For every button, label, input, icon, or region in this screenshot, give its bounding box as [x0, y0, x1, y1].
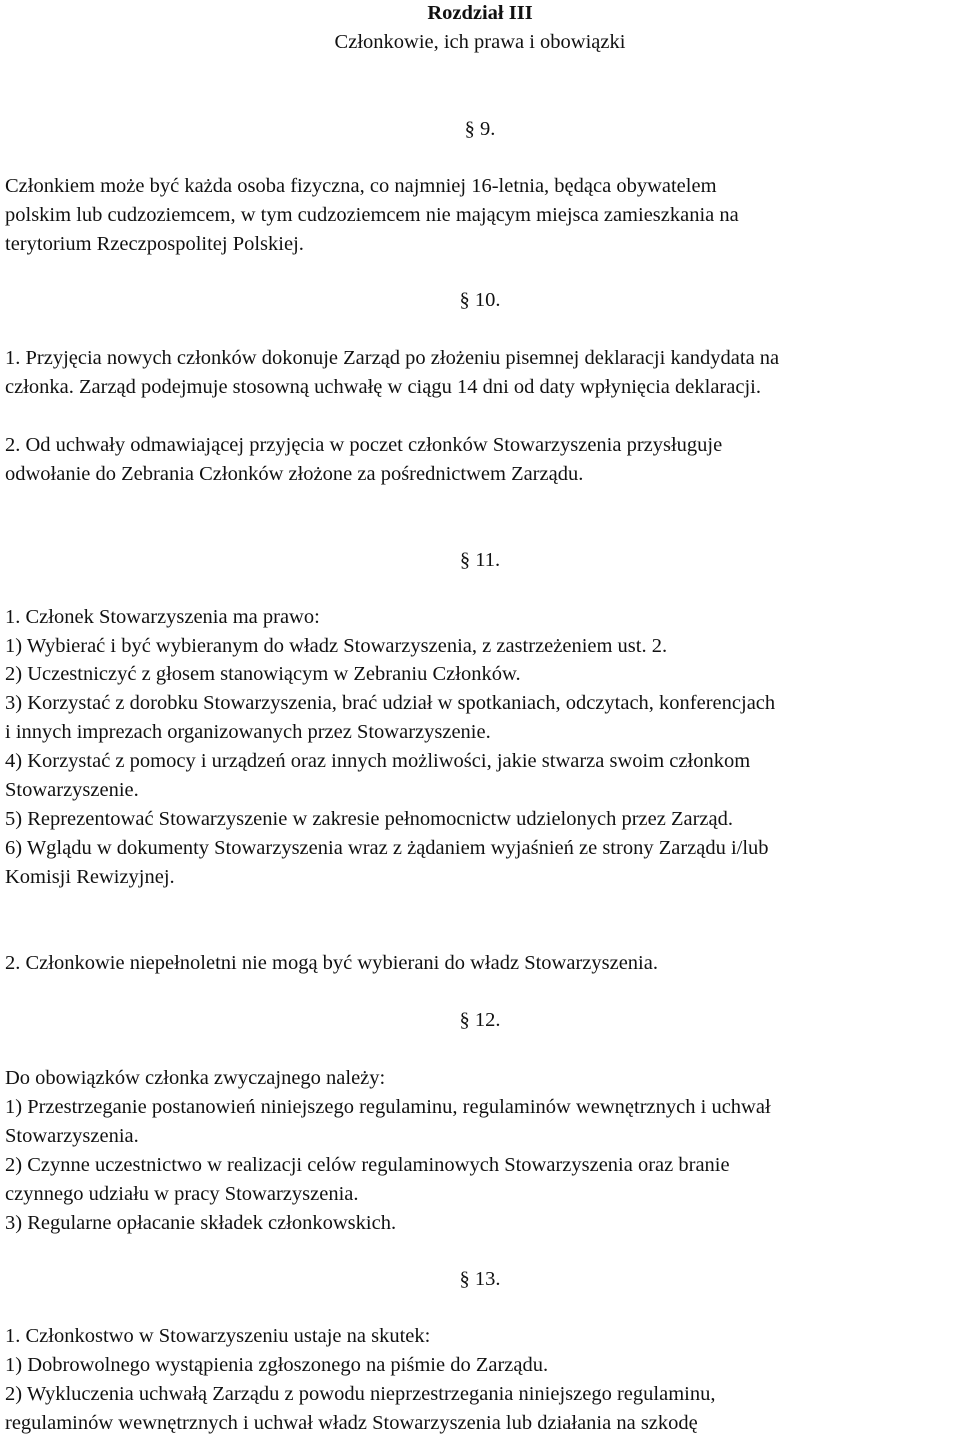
section-10-line: członka. Zarząd podejmuje stosowną uchwałę w ciągu 14 dni od daty wpłynięcia deklaracji.: [5, 376, 761, 398]
section-12-heading: § 12.: [459, 1009, 501, 1031]
section-13-heading: § 13.: [459, 1268, 501, 1290]
section-12-line: Do obowiązków członka zwyczajnego należy:: [5, 1067, 386, 1089]
section-11-line: 4) Korzystać z pomocy i urządzeń oraz innych możliwości, jakie stwarza swoim członkom: [5, 750, 751, 772]
chapter-title: Rozdział III: [427, 2, 533, 24]
section-11-line: 3) Korzystać z dorobku Stowarzyszenia, brać udział w spotkaniach, odczytach, konferencjach: [5, 692, 776, 714]
section-11-line: Stowarzyszenie.: [5, 779, 139, 801]
section-11-heading: § 11.: [459, 549, 501, 571]
chapter-subtitle: Członkowie, ich prawa i obowiązki: [334, 31, 626, 53]
section-10-line: 1. Przyjęcia nowych członków dokonuje Zarząd po złożeniu pisemnej deklaracji kandydata na: [5, 347, 780, 369]
section-12-line: 3) Regularne opłacanie składek członkowskich.: [5, 1212, 397, 1234]
section-9-line: polskim lub cudzoziemcem, w tym cudzoziemcem nie mającym miejsca zamieszkania na: [5, 204, 739, 226]
section-13-line: 1) Dobrowolnego wystąpienia zgłoszonego na piśmie do Zarządu.: [5, 1354, 549, 1376]
section-10-line: odwołanie do Zebrania Członków złożone za pośrednictwem Zarządu.: [5, 463, 584, 485]
section-11-line: 1. Członek Stowarzyszenia ma prawo:: [5, 606, 320, 628]
section-12-line: 2) Czynne uczestnictwo w realizacji celów regulaminowych Stowarzyszenia oraz branie: [5, 1154, 730, 1176]
section-11-line: 2) Uczestniczyć z głosem stanowiącym w Zebraniu Członków.: [5, 663, 521, 685]
section-9-line: terytorium Rzeczpospolitej Polskiej.: [5, 233, 304, 255]
section-13-line: 1. Członkostwo w Stowarzyszeniu ustaje na skutek:: [5, 1325, 431, 1347]
section-11-line: 5) Reprezentować Stowarzyszenie w zakresie pełnomocnictw udzielonych przez Zarząd.: [5, 808, 733, 830]
section-11-line: i innych imprezach organizowanych przez Stowarzyszenie.: [5, 721, 491, 743]
section-12-line: Stowarzyszenia.: [5, 1125, 139, 1147]
section-13-line: regulaminów wewnętrznych i uchwał władz Stowarzyszenia lub działania na szkodę: [5, 1412, 698, 1434]
section-9-line: Członkiem może być każda osoba fizyczna, co najmniej 16-letnia, będąca obywatelem: [5, 175, 717, 197]
section-10-heading: § 10.: [459, 289, 501, 311]
section-11-line: Komisji Rewizyjnej.: [5, 866, 175, 888]
section-12-line: 1) Przestrzeganie postanowień niniejszego regulaminu, regulaminów wewnętrznych i uchwał: [5, 1096, 771, 1118]
section-12-line: czynnego udziału w pracy Stowarzyszenia.: [5, 1183, 359, 1205]
section-9-heading: § 9.: [464, 118, 496, 140]
section-11-line: 6) Wglądu w dokumenty Stowarzyszenia wraz z żądaniem wyjaśnień ze strony Zarządu i/lub: [5, 837, 769, 859]
section-11-line: 2. Członkowie niepełnoletni nie mogą być wybierani do władz Stowarzyszenia.: [5, 952, 658, 974]
section-11-line: 1) Wybierać i być wybieranym do władz Stowarzyszenia, z zastrzeżeniem ust. 2.: [5, 635, 668, 657]
section-10-line: 2. Od uchwały odmawiającej przyjęcia w poczet członków Stowarzyszenia przysługuje: [5, 434, 723, 456]
section-13-line: 2) Wykluczenia uchwałą Zarządu z powodu nieprzestrzegania niniejszego regulaminu,: [5, 1383, 716, 1405]
